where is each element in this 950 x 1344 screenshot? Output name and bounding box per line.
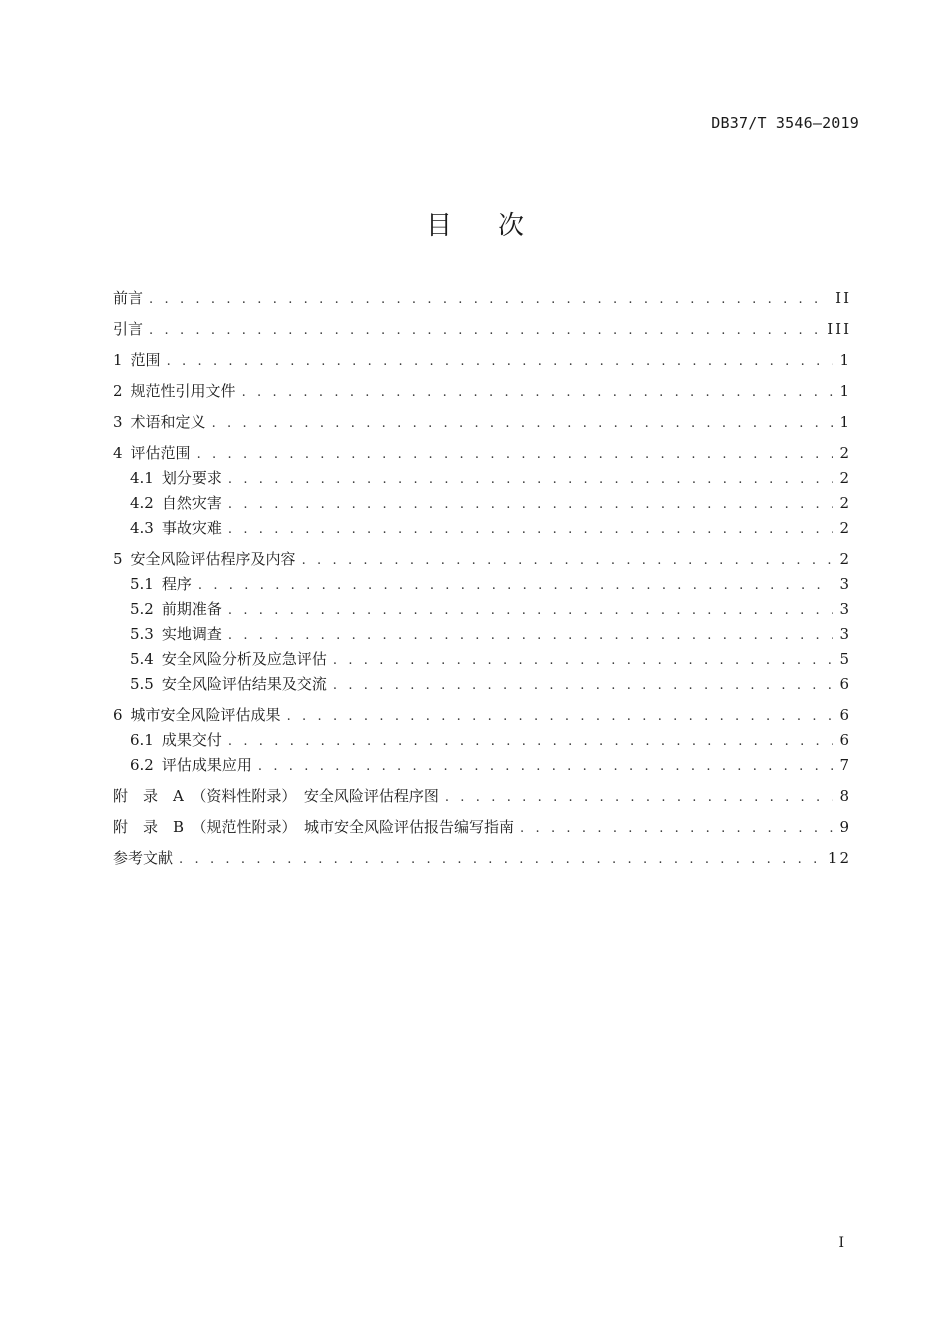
dot-leader <box>212 412 834 436</box>
toc-entry-text: 事故灾难 <box>161 519 222 537</box>
toc-entry-text: 安全风险评估程序及内容 <box>130 550 296 568</box>
toc-entry-number: 5.4 <box>130 650 154 668</box>
toc-entry[interactable] <box>113 672 851 696</box>
table-of-contents <box>113 286 851 870</box>
dot-leader <box>302 549 834 573</box>
toc-entry-label <box>113 348 161 372</box>
page-title: 目次 <box>425 211 570 241</box>
toc-entry-label <box>113 846 173 870</box>
toc-entry-text: 安全风险分析及应急评估 <box>161 650 327 668</box>
dot-leader <box>333 649 834 673</box>
toc-entry[interactable] <box>113 846 851 870</box>
dot-leader <box>228 518 834 542</box>
toc-entry-text: 范围 <box>130 351 161 369</box>
dot-leader <box>149 319 821 343</box>
toc-entry[interactable] <box>113 815 851 839</box>
toc-entry-label <box>113 597 222 621</box>
toc-entry-page: 2 <box>839 469 851 487</box>
toc-entry[interactable] <box>113 286 851 310</box>
toc-entry[interactable] <box>113 597 851 621</box>
toc-entry-number: 5.3 <box>130 625 154 643</box>
dot-leader <box>179 848 822 872</box>
dot-leader <box>197 443 834 467</box>
toc-entry-label <box>113 516 222 540</box>
toc-entry-text: 术语和定义 <box>130 413 206 431</box>
toc-entry-label <box>113 466 222 490</box>
toc-entry-page: 2 <box>839 494 851 512</box>
toc-entry-label <box>113 703 281 727</box>
toc-entry-number: 5.5 <box>130 675 154 693</box>
toc-entry-number: 2 <box>113 382 123 400</box>
toc-entry-label <box>113 753 252 777</box>
toc-entry-number: 4 <box>113 444 123 462</box>
toc-entry-text: 前言 <box>113 289 144 307</box>
toc-entry-page: 3 <box>839 575 851 593</box>
dot-leader <box>228 730 834 754</box>
toc-entry[interactable] <box>113 703 851 727</box>
dot-leader <box>333 674 834 698</box>
toc-entry-page: II <box>835 289 851 307</box>
toc-entry-label <box>113 728 222 752</box>
toc-entry-page: 3 <box>839 625 851 643</box>
toc-entry-label <box>113 410 206 434</box>
dot-leader <box>149 288 829 312</box>
toc-entry[interactable] <box>113 441 851 465</box>
toc-entry-label <box>113 491 222 515</box>
toc-entry-number: 4.1 <box>130 469 154 487</box>
toc-entry-text: 附 录 B （规范性附录） 城市安全风险评估报告编写指南 <box>113 818 515 836</box>
toc-entry-text: 评估成果应用 <box>161 756 252 774</box>
toc-entry-number: 6.2 <box>130 756 154 774</box>
toc-entry-page: 3 <box>839 600 851 618</box>
toc-entry-label <box>113 815 514 839</box>
dot-leader <box>228 468 834 492</box>
toc-entry[interactable] <box>113 410 851 434</box>
dot-leader <box>198 574 834 598</box>
toc-entry-page: 7 <box>839 756 851 774</box>
toc-entry-text: 引言 <box>113 320 144 338</box>
toc-entry-label <box>113 672 327 696</box>
toc-entry[interactable] <box>113 728 851 752</box>
toc-entry-label <box>113 572 192 596</box>
toc-entry-page: 6 <box>839 731 851 749</box>
page-number: I <box>838 1235 844 1251</box>
toc-entry[interactable] <box>113 784 851 808</box>
toc-entry-page: 1 <box>839 382 851 400</box>
toc-entry-number: 3 <box>113 413 123 431</box>
toc-entry-text: 成果交付 <box>161 731 222 749</box>
toc-entry-number: 5 <box>113 550 123 568</box>
toc-entry-page: 6 <box>839 675 851 693</box>
toc-entry[interactable] <box>113 379 851 403</box>
toc-entry-label <box>113 286 143 310</box>
toc-entry-number: 5.1 <box>130 575 154 593</box>
toc-entry-text: 附 录 A （资料性附录） 安全风险评估程序图 <box>113 787 439 805</box>
dot-leader <box>520 817 833 841</box>
toc-entry-page: 2 <box>839 444 851 462</box>
toc-entry-page: III <box>827 320 851 338</box>
toc-entry-text: 参考文献 <box>113 849 174 867</box>
dot-leader <box>287 705 834 729</box>
toc-entry-label <box>113 622 222 646</box>
toc-entry-page: 9 <box>839 818 851 836</box>
toc-entry-number: 6.1 <box>130 731 154 749</box>
toc-entry-text: 划分要求 <box>161 469 222 487</box>
dot-leader <box>258 755 834 779</box>
toc-entry-text: 前期准备 <box>161 600 222 618</box>
toc-entry-number: 4.2 <box>130 494 154 512</box>
toc-entry-text: 规范性引用文件 <box>130 382 236 400</box>
toc-entry-page: 6 <box>839 706 851 724</box>
toc-entry-number: 1 <box>113 351 123 369</box>
toc-entry-number: 6 <box>113 706 123 724</box>
toc-entry-number: 4.3 <box>130 519 154 537</box>
toc-entry-text: 城市安全风险评估成果 <box>130 706 281 724</box>
toc-entry-label <box>113 784 439 808</box>
document-code: DB37/T 3546—2019 <box>711 114 859 132</box>
toc-entry-label <box>113 547 296 571</box>
toc-entry[interactable] <box>113 572 851 596</box>
toc-entry-text: 程序 <box>161 575 192 593</box>
dot-leader <box>242 381 834 405</box>
toc-entry-page: 1 <box>839 351 851 369</box>
toc-entry-label <box>113 379 236 403</box>
toc-entry-page: 12 <box>827 849 851 867</box>
toc-entry-page: 2 <box>839 519 851 537</box>
toc-entry-text: 自然灾害 <box>161 494 222 512</box>
toc-entry-page: 1 <box>839 413 851 431</box>
dot-leader <box>228 624 834 648</box>
toc-entry-label <box>113 317 143 341</box>
toc-entry-text: 评估范围 <box>130 444 191 462</box>
toc-entry-label <box>113 441 191 465</box>
toc-entry[interactable] <box>113 753 851 777</box>
toc-entry-label <box>113 647 327 671</box>
toc-entry[interactable] <box>113 647 851 671</box>
toc-entry-text: 实地调查 <box>161 625 222 643</box>
toc-entry-text: 安全风险评估结果及交流 <box>161 675 327 693</box>
toc-entry-page: 2 <box>839 550 851 568</box>
dot-leader <box>228 493 834 517</box>
toc-entry[interactable] <box>113 491 851 515</box>
toc-entry[interactable] <box>113 516 851 540</box>
toc-entry[interactable] <box>113 348 851 372</box>
dot-leader <box>228 599 834 623</box>
toc-entry-number: 5.2 <box>130 600 154 618</box>
toc-entry[interactable] <box>113 466 851 490</box>
toc-entry[interactable] <box>113 317 851 341</box>
dot-leader <box>445 786 834 810</box>
dot-leader <box>167 350 834 374</box>
toc-entry-page: 8 <box>839 787 851 805</box>
toc-entry-page: 5 <box>839 650 851 668</box>
toc-entry[interactable] <box>113 622 851 646</box>
toc-entry[interactable] <box>113 547 851 571</box>
